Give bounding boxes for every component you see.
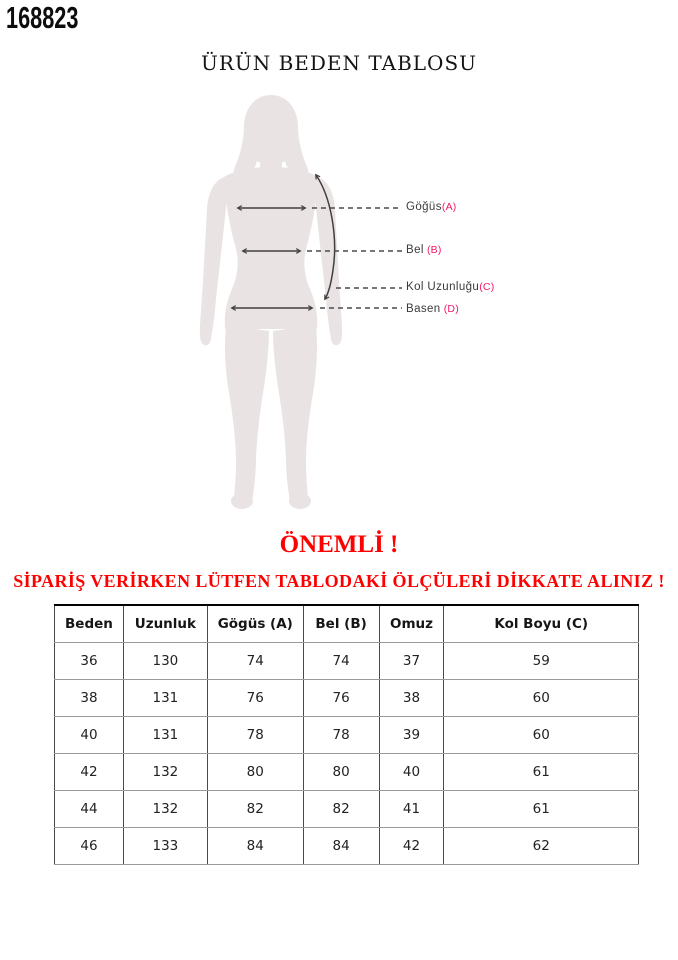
col-header-gogus: Gögüs (A) [207, 605, 303, 643]
size-table [54, 604, 639, 865]
cell: 80 [207, 754, 303, 791]
cell: 38 [379, 680, 444, 717]
body-measurement-diagram [170, 85, 500, 515]
label-chest [406, 201, 457, 213]
cell: 61 [444, 754, 639, 791]
cell: 82 [303, 791, 379, 828]
important-subheading: SİPARİŞ VERİRKEN LÜTFEN TABLODAKİ ÖLÇÜLERİ DİKKATE ALINIZ ! [13, 571, 665, 591]
label-chest-letter: (A) [441, 201, 457, 213]
label-waist-name: Bel [406, 244, 424, 256]
cell: 82 [207, 791, 303, 828]
table-row [55, 643, 639, 680]
cell: 76 [207, 680, 303, 717]
label-hip-letter: (D) [440, 303, 459, 315]
cell: 37 [379, 643, 444, 680]
cell: 133 [123, 828, 207, 865]
table-row [55, 754, 639, 791]
cell: 74 [303, 643, 379, 680]
silhouette-shape [200, 95, 342, 509]
cell: 36 [55, 643, 124, 680]
female-silhouette-figure [170, 85, 500, 515]
table-row [55, 828, 639, 865]
cell: 78 [303, 717, 379, 754]
label-waist [406, 244, 442, 256]
cell: 40 [379, 754, 444, 791]
cell: 84 [207, 828, 303, 865]
cell: 76 [303, 680, 379, 717]
size-table-header-row [55, 605, 639, 643]
cell: 78 [207, 717, 303, 754]
cell: 40 [55, 717, 124, 754]
table-row [55, 791, 639, 828]
cell: 42 [379, 828, 444, 865]
cell: 42 [55, 754, 124, 791]
cell: 46 [55, 828, 124, 865]
col-header-uzunluk: Uzunluk [123, 605, 207, 643]
cell: 132 [123, 754, 207, 791]
table-row [55, 717, 639, 754]
cell: 131 [123, 717, 207, 754]
cell: 60 [444, 717, 639, 754]
cell: 39 [379, 717, 444, 754]
cell: 44 [55, 791, 124, 828]
cell: 131 [123, 680, 207, 717]
cell: 132 [123, 791, 207, 828]
cell: 84 [303, 828, 379, 865]
cell: 59 [444, 643, 639, 680]
col-header-bel: Bel (B) [303, 605, 379, 643]
col-header-beden: Beden [55, 605, 124, 643]
label-hip [406, 303, 459, 315]
col-header-omuz: Omuz [379, 605, 444, 643]
label-arm-length [406, 281, 494, 293]
table-row [55, 680, 639, 717]
cell: 60 [444, 680, 639, 717]
cell: 74 [207, 643, 303, 680]
label-hip-name: Basen [406, 303, 441, 315]
cell: 61 [444, 791, 639, 828]
cell: 62 [444, 828, 639, 865]
important-heading: ÖNEMLİ ! [279, 531, 399, 558]
label-arm-length-name: Kol Uzunluğu [406, 281, 480, 293]
cell: 130 [123, 643, 207, 680]
col-header-kol-boyu: Kol Boyu (C) [444, 605, 639, 643]
label-waist-letter: (B) [423, 244, 442, 256]
cell: 41 [379, 791, 444, 828]
page-title: ÜRÜN BEDEN TABLOSU [200, 51, 478, 75]
product-code: 168823 [6, 0, 79, 35]
cell: 80 [303, 754, 379, 791]
cell: 38 [55, 680, 124, 717]
label-arm-length-letter: (C) [479, 281, 495, 293]
label-chest-name: Göğüs [406, 201, 442, 213]
